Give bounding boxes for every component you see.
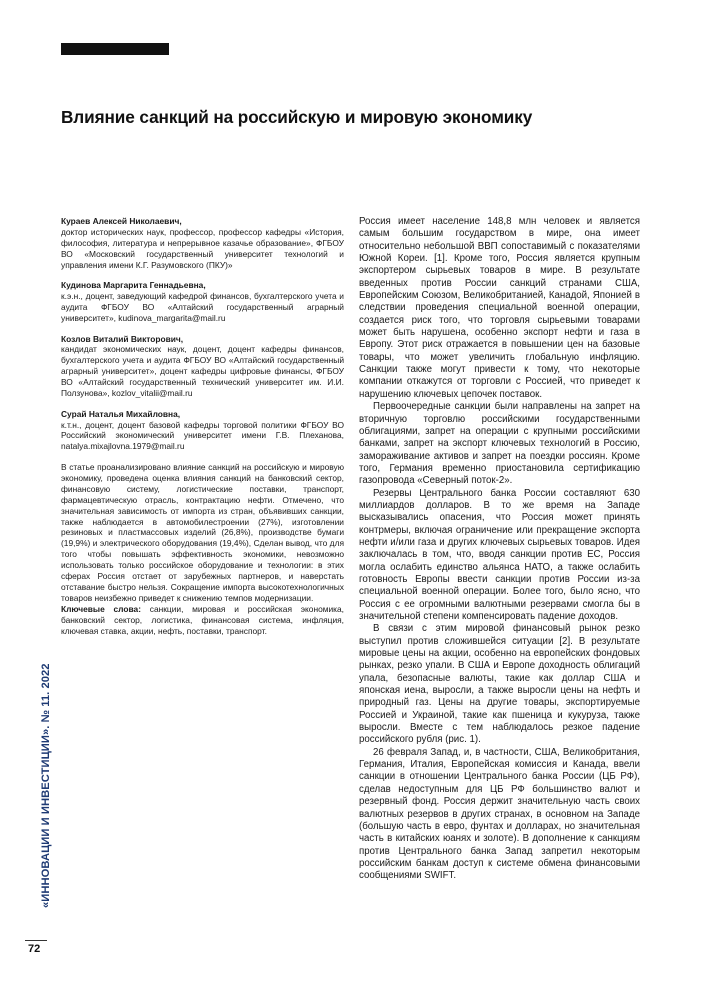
author-name: Козлов Виталий Викторович, — [61, 333, 184, 344]
right-column — [359, 216, 640, 883]
body-paragraph: Первоочередные санкции были направлены на запрет на вторичную торговлю российскими государственными облигациями, запрет на операции с крупными российскими банками, запрет на экспорт ключевых технологий в Россию, замораживание активов и запрет на поездки россиян. Кроме того, Германия временно приостановила сертификацию газопровода «Северный поток-2». — [359, 401, 640, 487]
abstract-text: В статье проанализировано влияние санкций на российскую и мировую экономику, проведена оценка влияния санкций на банковский сектор, финансовую систему, логистические поставки, транспорт, фармацевтическую отрасль, контрактацию нефти. Отмечено, что значительная зависимость от импорта из стран, объявивших санкции, также наблюдается в автомобилестроении (27%), изготовлении резиновых и пластмассовых изделий (26,8%), производстве бумаги (19,9%) и электрического оборудования (19,4%), Сделан вывод, что для того чтобы повышать эффективность экономики, невозможно использовать только российское оборудование и технологии: в этих сферах Россия отстает от зарубежных партнеров, и наверстать отставание быстро нельзя. Сокращение импорта высокотехнологичных товаров неизбежно приведет к снижению темпов модернизации. — [61, 461, 344, 603]
body-paragraph: В связи с этим мировой финансовый рынок резко выступил против сложившейся ситуации [2]. В результате мировые цены на акции, особенно на европейских фондовых рынках, резко упали. В США и Европе доходность облигаций упала, безопасные валюты, такие как доллар США и японская иена, выросли, а также выросли цены на нефть и природный газ. Цены на другие товары, экспортируемые Россией и Украиной, такие как пшеница и кукуруза, также выросли. Вместе с тем наблюдалось резкое падение российского рубля (рис. 1). — [359, 623, 640, 746]
author-affiliation: к.т.н., доцент, доцент базовой кафедры торговой политики ФГБОУ ВО Российский экономический университет имени Г.В. Плеханова, natalya.mixajlovna.1979@mail.ru — [61, 419, 344, 452]
author-affiliation: доктор исторических наук, профессор, профессор кафедры «История, философия, литература и непрерывное казачье образование», ФГБОУ ВО «Московский государственный университет технологий и управления имени К.Г. Разумовского (ПКУ)» — [61, 226, 344, 270]
page-number-divider — [25, 940, 47, 941]
author-affiliation: кандидат экономических наук, доцент, доцент кафедры финансов, бухгалтерского учета и аудита ФГБОУ ВО «Алтайский государственный аграрный университет», доцент кафедры цифровые финансы, ФГБОУ ВО «Алтайский государственный технический университет им. И.И. Ползунова», kozlov_vitalii@mail.ru — [61, 344, 344, 399]
article-title: Влияние санкций на российскую и мировую экономику — [61, 107, 533, 127]
journal-side-label: «ИННОВАЦИИ И ИНВЕСТИЦИИ». № 11. 2022 — [40, 663, 52, 908]
author-name: Сурай Наталья Михайловна, — [61, 408, 181, 419]
keywords — [61, 604, 344, 637]
abstract — [61, 462, 344, 604]
author-block — [61, 216, 344, 271]
author-affiliation: к.э.н., доцент, заведующий кафедрой финансов, бухгалтерского учета и аудита ФГБОУ ВО «Алтайский государственный аграрный университет», kudinova_margarita@mail.ru — [61, 291, 344, 323]
author-name: Кураев Алексей Николаевич, — [61, 216, 182, 226]
keywords-label: Ключевые слова: — [61, 603, 141, 614]
body-paragraph: Резервы Центрального банка России составляют 630 миллиардов долларов. В то же время на Западе высказывались опасения, что Россия может принять контрмеры, включая ограничение или прекращение экспорта нефти и/или газа и других ключевых сырьевых товаров. Идея заключалась в том, что, вводя санкции против ЕС, Россия могла ослабить единство альянса НАТО, а также ослабить готовность Европы ввести санкции против России из-за специальной военной операции. Более того, было ясно, что Россия с ее огромными валютными резервами смогла бы в значительной степени компенсировать падение доходов. — [359, 487, 640, 622]
page-number: 72 — [28, 943, 41, 955]
author-block — [61, 334, 344, 399]
author-name: Кудинова Маргарита Геннадьевна, — [61, 280, 206, 291]
author-block — [61, 280, 344, 324]
left-column — [61, 216, 344, 636]
body-paragraph: Россия имеет население 148,8 млн человек и является самым большим государством в мире, она имеет относительно небольшой ВВП сопоставимый с показателями Южной Кореи. [1]. Кроме того, Россия является крупным экспортером сырьевых товаров в мире. В результате введенных против России санкций странами США, Европейским Союзом, Великобританией, Канадой, Японией в следствии проведения специальной военной операции, создается риск того, что торговля сырьевыми товарами может быть нарушена, особенно экспорт нефти и газа в Европу. Этот риск отражается в повышении цен на базовые товары, что может увеличить глобальную инфляцию. Санкции также могут привести к тому, что некоторые компании откажутся от торговли с Россией, что приведет к нарушению ключевых цепочек поставок. — [359, 216, 640, 400]
keywords-list: санкции, мировая и российская экономика, банковский сектор, логистика, финансовая система, инфляция, ключевая ставка, акции, нефть, поставки, транспорт. — [61, 603, 344, 636]
decorative-header-bar — [61, 43, 169, 55]
author-block — [61, 409, 344, 453]
body-paragraph: 26 февраля Запад, и, в частности, США, Великобритания, Германия, Италия, Европейская комиссия и Канада, ввели санкции в отношении Центрального банка России (ЦБ РФ), сделав недоступным для ЦБ РФ большинство валют и резервный фонд. Россия держит значительную часть своих валютных резервов в других странах, в основном на Западе (большую часть в евро, фунтах и долларах, но значительная часть в китайских юанях и золоте). В дополнение к санкциям против Центрального банка Запад запретил некоторым российским банкам доступ к системе обмена финансовыми сообщениями SWIFT. — [359, 746, 640, 882]
